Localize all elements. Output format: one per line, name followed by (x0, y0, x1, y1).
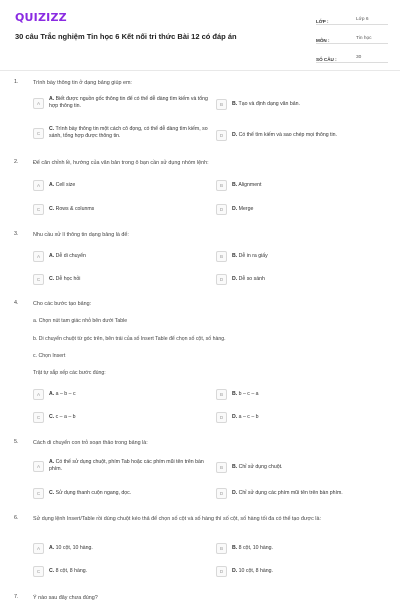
option-text: Tạo và định dạng văn bản. (238, 101, 300, 107)
option-badge: D (216, 566, 227, 577)
question-number: 3. (14, 231, 19, 237)
meta-label: MÔN : (316, 38, 330, 43)
option-letter: B. (232, 101, 238, 107)
option-letter: B. (232, 464, 238, 470)
option-a[interactable] (33, 251, 213, 262)
option-badge: A (33, 543, 44, 554)
option-letter: D. (232, 206, 238, 212)
option-d[interactable] (216, 488, 396, 499)
option-text: Chỉ sử dụng các phím mũi tên trên bàn phím. (238, 490, 343, 496)
option-badge: D (216, 204, 227, 215)
question-text: Cách di chuyển con trỏ soạn thảo trong bảng là: (33, 440, 148, 446)
option-letter: B. (232, 182, 238, 188)
option-a[interactable] (33, 543, 213, 554)
option-c[interactable] (33, 412, 213, 423)
option-text: a – c – b (238, 414, 259, 420)
option-letter: D. (232, 132, 238, 138)
option-text: Dễ học hỏi (55, 276, 81, 282)
meta-row-subject (316, 29, 388, 44)
meta-value: Lớp 6 (356, 17, 369, 22)
question-prompt: Trật tự sắp xếp các bước đúng: (33, 370, 106, 376)
option-text: Chỉ sử dụng chuột. (238, 464, 283, 470)
option-badge: B (216, 251, 227, 262)
option-text: Merge (238, 206, 254, 212)
option-badge: D (216, 412, 227, 423)
option-text: Sử dụng thanh cuộn ngang, dọc. (55, 490, 132, 496)
option-d[interactable] (216, 274, 396, 285)
meta-value: Tin học (356, 36, 372, 41)
option-text: c – a – b (55, 414, 76, 420)
question-step: a. Chọn nút tam giác nhỏ bên dưới Table (33, 318, 128, 324)
question-text: Để căn chỉnh lề, hướng của văn bản trong ô bạn cần sử dụng nhóm lệnh: (33, 160, 209, 166)
option-letter: C. (49, 126, 55, 132)
option-text: Trình bày thông tin một cách cô đọng, có thể dễ dàng tìm kiếm, so sánh, tổng hợp được thông tin. (49, 126, 208, 139)
meta-value: 30 (356, 55, 362, 60)
option-letter: C. (49, 568, 55, 574)
option-text: Có thể sử dụng chuột, phím Tab hoặc các phím mũi tên trên bàn phím. (49, 459, 204, 472)
question-text: Ý nào sau đây chưa đúng? (33, 595, 98, 600)
option-letter: C. (49, 414, 55, 420)
option-badge: B (216, 99, 227, 110)
option-badge: C (33, 204, 44, 215)
option-text: b – c – a (238, 391, 259, 397)
option-letter: D. (232, 568, 238, 574)
option-c[interactable] (33, 488, 213, 499)
question-number: 6. (14, 515, 19, 521)
option-d[interactable] (216, 412, 396, 423)
header-divider (0, 70, 400, 71)
option-letter: C. (49, 276, 55, 282)
option-letter: B. (232, 253, 238, 259)
option-text: 8 cột, 8 hàng. (55, 568, 88, 574)
option-letter: D. (232, 490, 238, 496)
question-number: 4. (14, 300, 19, 306)
option-b[interactable] (216, 543, 396, 554)
option-letter: C. (49, 206, 55, 212)
option-c[interactable] (33, 274, 213, 285)
option-text: Dễ di chuyển (55, 253, 86, 259)
option-letter: C. (49, 490, 55, 496)
meta-row-count (316, 48, 388, 63)
option-b[interactable] (216, 251, 396, 262)
option-letter: B. (232, 391, 238, 397)
option-c[interactable] (33, 566, 213, 577)
option-d[interactable] (216, 130, 396, 141)
option-letter: D. (232, 414, 238, 420)
meta-label: SỐ CÂU : (316, 57, 337, 62)
option-badge: B (216, 462, 227, 473)
option-badge: A (33, 180, 44, 191)
option-a[interactable] (33, 180, 213, 191)
option-badge: B (216, 389, 227, 400)
option-a[interactable] (33, 459, 213, 473)
option-letter: A. (49, 96, 55, 102)
option-letter: A. (49, 182, 55, 188)
option-text: 10 cột, 8 hàng. (238, 568, 273, 574)
option-a[interactable] (33, 96, 213, 110)
option-text: Dễ in ra giấy (238, 253, 268, 259)
option-text: Rows & colunms (55, 206, 95, 212)
option-b[interactable] (216, 389, 396, 400)
option-letter: A. (49, 391, 55, 397)
option-b[interactable] (216, 462, 396, 473)
option-b[interactable] (216, 180, 396, 191)
option-badge: A (33, 98, 44, 109)
option-badge: D (216, 274, 227, 285)
option-badge: A (33, 461, 44, 472)
quizizz-logo: QUIZIZZ (15, 11, 67, 24)
option-d[interactable] (216, 566, 396, 577)
question-number: 5. (14, 439, 19, 445)
option-c[interactable] (33, 204, 213, 215)
option-text: Alignment (238, 182, 262, 188)
option-text: 8 cột, 10 hàng. (238, 545, 273, 551)
question-number: 1. (14, 79, 19, 85)
option-letter: A. (49, 459, 55, 465)
option-badge: B (216, 543, 227, 554)
option-text: Biết được nguồn gốc thông tin để có thể dễ dàng tìm kiếm và tổng hợp thông tin. (49, 96, 208, 109)
option-text: 10 cột, 10 hàng. (55, 545, 93, 551)
option-c[interactable] (33, 126, 213, 140)
option-b[interactable] (216, 99, 396, 110)
option-badge: C (33, 274, 44, 285)
option-text: a – b – c (55, 391, 76, 397)
option-badge: C (33, 566, 44, 577)
option-text: Có thể tìm kiếm và sao chép mọi thông tin. (238, 132, 337, 138)
option-letter: D. (232, 276, 238, 282)
question-text: Nhu cầu xử lí thông tin dạng bảng là để: (33, 232, 129, 238)
option-badge: C (33, 128, 44, 139)
document-title: 30 câu Trắc nghiệm Tin học 6 Kết nối tri thức Bài 12 có đáp án (15, 32, 237, 41)
option-badge: C (33, 488, 44, 499)
meta-row-class (316, 10, 388, 25)
question-number: 7. (14, 594, 19, 600)
question-text: Sử dụng lệnh Insert/Table rồi dùng chuột kéo thả để chọn số cột và số hàng thì số cột, số hàng tối đa có thể tạo được là: (33, 516, 321, 522)
option-a[interactable] (33, 389, 213, 400)
option-text: Cell size (55, 182, 76, 188)
question-number: 2. (14, 159, 19, 165)
question-step: b. Di chuyển chuột từ góc trên, bên trái của số Insert Table để chọn số cột, số hàng. (33, 336, 226, 342)
document-header (0, 0, 400, 70)
option-badge: B (216, 180, 227, 191)
option-letter: B. (232, 545, 238, 551)
option-badge: D (216, 130, 227, 141)
option-letter: A. (49, 253, 55, 259)
meta-label: LỚP : (316, 19, 329, 24)
option-badge: A (33, 251, 44, 262)
question-text: Cho các bước tạo bảng: (33, 301, 92, 307)
option-badge: A (33, 389, 44, 400)
option-badge: C (33, 412, 44, 423)
option-text: Dễ so sánh (238, 276, 265, 282)
meta-info (316, 10, 388, 67)
option-letter: A. (49, 545, 55, 551)
option-d[interactable] (216, 204, 396, 215)
option-badge: D (216, 488, 227, 499)
question-text: Trình bày thông tin ở dạng bảng giúp em: (33, 80, 132, 86)
question-step: c. Chọn Insert (33, 353, 66, 359)
